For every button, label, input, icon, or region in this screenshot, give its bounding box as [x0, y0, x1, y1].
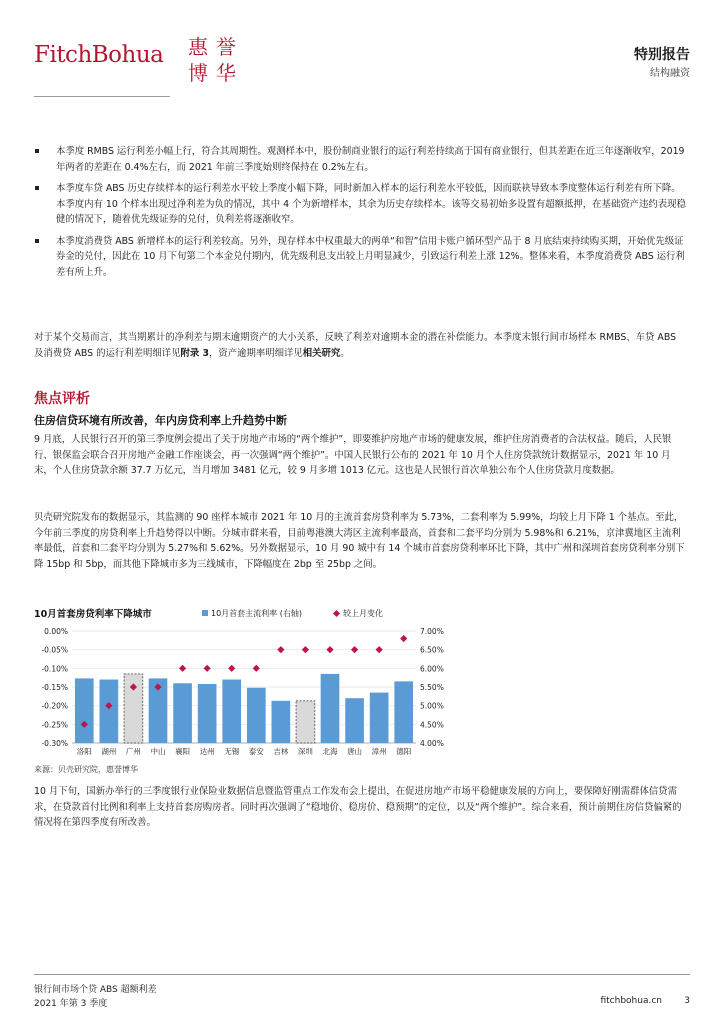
x-tick-label: 襄阳 [175, 747, 191, 756]
x-tick-label: 北海 [322, 747, 338, 756]
bullet-auto-abs: 本季度车贷 ABS 历史存续样本的运行利差水平较上季度小幅下降，同时新加入样本的运行利差水平较低，因而联袂导致本季度整体运行利差有所下降。本季度内有 10 个样本出现过净利差为负的情况，其中 4 个为新增样本，其余为历史存续样本。该等交易初始多设置有超额抵押，在基础资产违约表现稳健的情况下，随着优先级证券的兑付，负利差将逐渐收窄。 [34, 181, 688, 228]
footer-period: 2021 年第 3 季度 [34, 999, 108, 1009]
mortgage-rate-chart [34, 602, 474, 777]
bar-深圳 [296, 701, 315, 743]
footer-report-name: 银行间市场个贷 ABS 超额利差 [34, 985, 157, 995]
page-number: 3 [684, 996, 690, 1006]
report-type-title: 特别报告 [634, 47, 690, 63]
bullet-rmbs: 本季度 RMBS 运行利差小幅上行，符合其周期性。观测样本中，股份制商业银行的运行利差持续高于国有商业银行，但其差距在近三年逐渐收窄，2019 年两者的差距在 0.4%左右，而 2021 年前三季度始则终保持在 0.2%左右。 [34, 144, 688, 175]
seal-char-4: 华 [216, 61, 236, 85]
legend-bar-icon [202, 610, 208, 616]
x-tick-label: 漳州 [371, 747, 387, 756]
left-tick-label: -0.25% [41, 720, 68, 730]
left-tick-label: -0.20% [41, 701, 68, 711]
marker-泰安 [253, 665, 260, 672]
left-tick-label: -0.05% [41, 645, 68, 655]
chart-plot [34, 617, 474, 777]
bar-漳州 [370, 693, 389, 743]
bullet-marker-icon [35, 186, 39, 190]
bar-洛阳 [75, 678, 94, 743]
bar-襄阳 [173, 683, 192, 743]
paragraph-net-spread: 对于某个交易而言，其当期累计的净利差与期末逾期资产的大小关系，反映了利差对逾期本金的潜在补偿能力。本季度末银行间市场样本 RMBS、车贷 ABS 及消费贷 ABS 的运行利差明细详见附录 3，资产逾期率明细详见相关研究。 [34, 332, 677, 359]
x-tick-label: 无锡 [224, 747, 240, 756]
logo-wordmark: FitchBohua [34, 42, 164, 68]
legend-bars: 10月首套主流利率 (右轴) [202, 608, 302, 619]
seal-char-2: 誉 [216, 35, 236, 59]
left-tick-label: 0.00% [44, 627, 68, 636]
marker-吉林 [277, 646, 284, 653]
bullet-consumer-abs: 本季度消费贷 ABS 新增样本的运行利差较高。另外，现存样本中权重最大的两单“和智”信用卡账户循环型产品于 8 月底结束持续购买期，开始优先级证券金的兑付，因此在 10 月下旬第二个本金兑付期内，优先级利息支出较上月明显减少，引致运行利差上涨 12%。整体来看，本季度消费贷 ABS 运行利差有所上升。 [34, 234, 688, 281]
x-tick-label: 吉林 [273, 747, 289, 756]
right-tick-label: 4.00% [420, 739, 444, 748]
right-tick-label: 5.00% [420, 701, 444, 711]
x-tick-label: 泰安 [248, 747, 264, 756]
appendix-link[interactable]: 附录 3 [180, 347, 210, 359]
legend-markers: 较上月变化 [334, 608, 383, 619]
legend-diamond-icon [333, 610, 340, 617]
footer-divider [34, 974, 690, 975]
right-tick-label: 4.50% [420, 720, 444, 730]
marker-唐山 [351, 646, 358, 653]
bar-泰安 [247, 688, 266, 743]
x-tick-label: 达州 [199, 747, 215, 756]
right-tick-label: 6.00% [420, 664, 444, 674]
x-tick-label: 德阳 [396, 747, 412, 756]
x-tick-label: 洛阳 [76, 747, 92, 756]
bar-湖州 [100, 680, 119, 743]
bar-北海 [321, 674, 340, 743]
x-tick-label: 唐山 [347, 747, 363, 756]
header-divider [34, 96, 170, 97]
right-tick-label: 5.50% [420, 683, 444, 692]
bar-吉林 [272, 701, 291, 743]
left-tick-label: -0.10% [41, 664, 68, 674]
bullet-marker-icon [35, 239, 39, 243]
chart-source: 来源：贝壳研究院，惠誉博华 [34, 765, 138, 774]
related-research-link[interactable]: 相关研究 [302, 347, 341, 359]
x-tick-label: 深圳 [297, 747, 313, 756]
logo-seal-icon [182, 30, 246, 86]
right-tick-label: 6.50% [420, 645, 444, 655]
marker-襄阳 [179, 665, 186, 672]
footer-website[interactable]: fitchbohua.cn [600, 996, 662, 1006]
bar-达州 [198, 684, 217, 743]
subsection-title: 住房信贷环境有所改善，年内房贷利率上升趋势中断 [34, 414, 287, 427]
seal-char-3: 博 [188, 61, 208, 85]
bullet-marker-icon [35, 149, 39, 153]
bar-无锡 [222, 680, 241, 743]
marker-德阳 [400, 635, 407, 642]
section-title: 焦点评析 [34, 391, 90, 407]
x-tick-label: 广州 [125, 747, 141, 756]
left-tick-label: -0.30% [41, 739, 68, 748]
left-tick-label: -0.15% [41, 683, 68, 692]
marker-深圳 [302, 646, 309, 653]
bar-德阳 [394, 681, 413, 743]
paragraph-mortgage-rates: 贝壳研究院发布的数据显示，其监测的 90 座样本城市 2021 年 10 月的主流首套房贷利率为 5.73%，二套利率为 5.99%，均较上月下降 1 个基点。至此，今年前三季度的房贷利率上升趋势得以中断。分城市群来看，目前粤港澳大湾区主流利率最高，首套和二套平均分别为 5.98%和 6.21%，京津冀地区主流利率最低，首套和二套平均分别为 5.27%和 5.62%。另外数据显示，10 月 90 城中有 14 个城市首套房贷利率环比下降，其中广州和深圳首套房贷利率分别下降 15bp 和 5bp，而其他下降城市多为三线城市，下降幅度在 2bp 至 25bp 之间。 [34, 512, 685, 570]
x-tick-label: 湖州 [101, 747, 117, 756]
right-tick-label: 7.00% [420, 627, 444, 636]
marker-北海 [326, 646, 333, 653]
marker-无锡 [228, 665, 235, 672]
report-category: 结构融资 [650, 68, 690, 79]
bar-唐山 [345, 698, 364, 743]
paragraph-housing-policy: 9 月底，人民银行召开的第三季度例会提出了关于房地产市场的“两个维护”，即要维护房地产市场的健康发展，维护住房消费者的合法权益。随后，人民银行、银保监会联合召开房地产金融工作座谈会，再一次强调“两个维护”。中国人民银行公布的 2021 年 10 月个人住房贷款统计数据显示，2021 年 10 月末，个人住房贷款余额 37.7 万亿元，当月增加 3481 亿元，较 9 月多增 1013 亿元。这也是人民银行首次单独公布个人住房贷款月度数据。 [34, 434, 672, 476]
marker-达州 [204, 665, 211, 672]
chart-title: 10月首套房贷利率下降城市 [34, 609, 152, 620]
seal-char-1: 惠 [188, 35, 208, 59]
marker-漳州 [376, 646, 383, 653]
paragraph-outlook: 10 月下旬，国新办举行的三季度银行业保险业数据信息暨监管重点工作发布会上提出，在促进房地产市场平稳健康发展的方向上，要保障好刚需群体信贷需求，在贷款首付比例和利率上支持首套房购房者。同时再次强调了“稳地价、稳房价、稳预期”的定位，以及“两个维护”。综合来看，预计前期住房信贷偏紧的情况将在第四季度有所改善。 [34, 786, 682, 828]
x-tick-label: 中山 [150, 747, 166, 756]
bullet-list [34, 144, 688, 286]
